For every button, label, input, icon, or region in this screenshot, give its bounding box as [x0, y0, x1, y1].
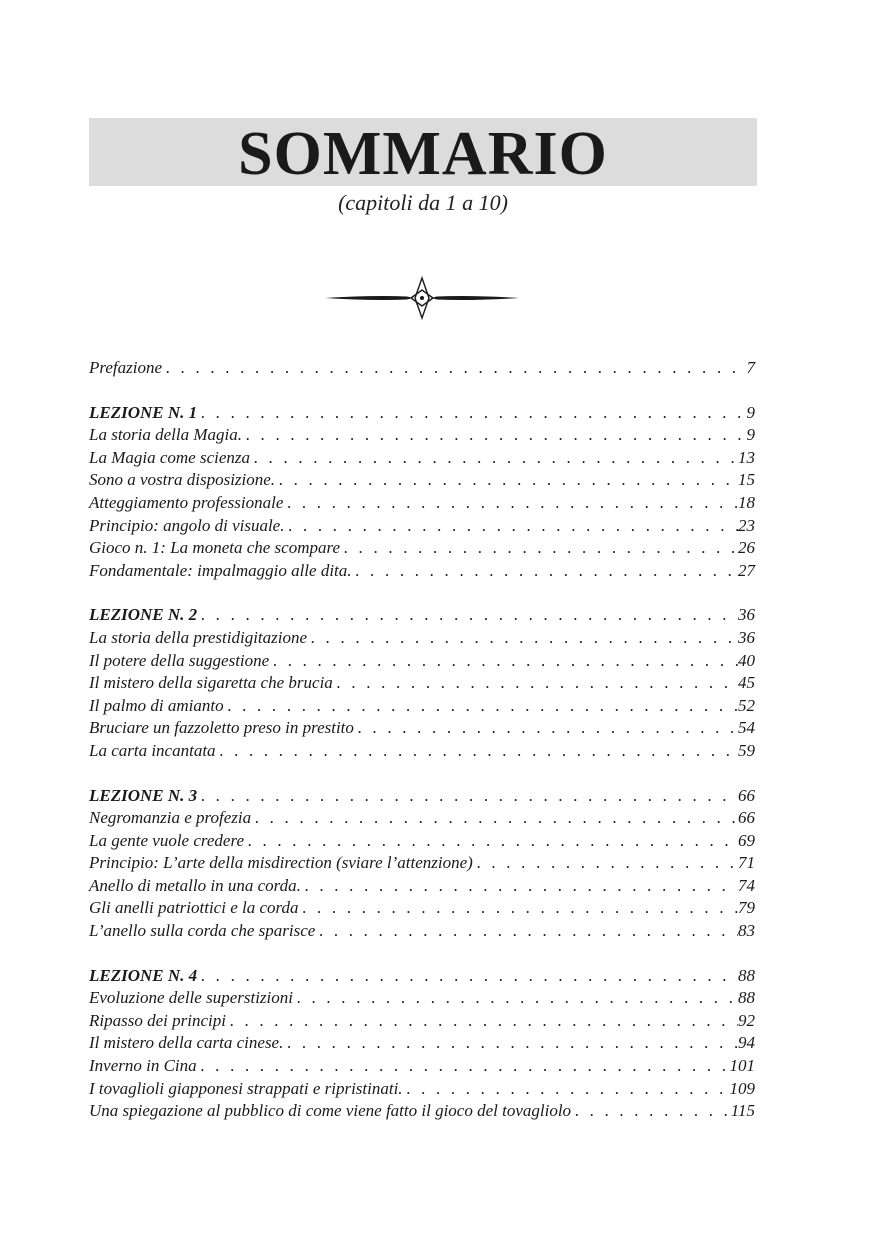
- toc-entry-title: La Magia come scienza: [89, 447, 251, 467]
- toc-page-number: 101: [729, 1056, 755, 1076]
- toc-entry-title: LEZIONE N. 2: [89, 605, 198, 625]
- toc-page-number: 66: [738, 808, 755, 828]
- page-subtitle: (capitoli da 1 a 10): [338, 190, 508, 215]
- toc-page-number: 45: [738, 673, 755, 693]
- toc-entry: [89, 1079, 755, 1102]
- toc-page-number: 23: [738, 515, 755, 535]
- toc-page-number: 15: [738, 470, 755, 490]
- toc-page-number: 40: [738, 650, 755, 670]
- toc-page-number: 13: [738, 447, 755, 467]
- toc-page-number: 79: [738, 898, 755, 918]
- toc-entry-title: Il potere della suggestione: [89, 650, 270, 670]
- toc-lesson-heading: [89, 966, 755, 989]
- toc-entry: [89, 831, 755, 854]
- toc-entry: [89, 1011, 755, 1034]
- toc-entry-title: Il mistero della carta cinese.: [89, 1033, 284, 1053]
- toc-entry: [89, 853, 755, 876]
- toc-lesson-heading: [89, 605, 755, 628]
- toc-entry-title: Gli anelli patriottici e la corda: [89, 898, 299, 918]
- toc-entry: [89, 921, 755, 944]
- table-of-contents: [89, 358, 755, 1124]
- toc-entry: [89, 651, 755, 674]
- toc-dot-leader: [299, 898, 739, 918]
- toc-entry: [89, 1033, 755, 1056]
- toc-entry-title: Il palmo di amianto: [89, 695, 224, 715]
- toc-dot-leader: [315, 921, 738, 941]
- toc-dot-leader: [283, 1033, 738, 1053]
- toc-entry-title: I tovaglioli giapponesi strappati e ripristinati.: [89, 1078, 403, 1098]
- toc-entry-title: La storia della prestidigitazione: [89, 627, 308, 647]
- toc-entry-title: Una spiegazione al pubblico di come viene fatto il gioco del tovagliolo: [89, 1101, 572, 1121]
- toc-lesson-heading: [89, 786, 755, 809]
- toc-lesson-heading: [89, 403, 755, 426]
- toc-page-number: 26: [738, 538, 755, 558]
- toc-dot-leader: [307, 628, 738, 648]
- toc-entry-title: Inverno in Cina: [89, 1056, 197, 1076]
- toc-entry-title: Bruciare un fazzoletto preso in prestito: [89, 718, 354, 738]
- toc-dot-leader: [293, 988, 738, 1008]
- toc-entry-title: L’anello sulla corda che sparisce: [89, 921, 316, 941]
- toc-page-number: 52: [738, 695, 755, 715]
- toc-entry-title: Anello di metallo in una corda.: [89, 875, 301, 895]
- toc-entry: [89, 425, 755, 448]
- toc-entry: [89, 516, 755, 539]
- toc-page-number: 7: [746, 358, 755, 377]
- toc-dot-leader: [244, 831, 738, 851]
- toc-dot-leader: [216, 741, 738, 761]
- toc-entry: [89, 988, 755, 1011]
- toc-entry-title: Evoluzione delle superstizioni: [89, 988, 293, 1008]
- toc-dot-leader: [352, 561, 738, 581]
- toc-dot-leader: [333, 673, 738, 693]
- toc-entry: [89, 358, 755, 381]
- toc-entry-title: LEZIONE N. 4: [89, 965, 198, 985]
- toc-entry-title: La storia della Magia.: [89, 425, 243, 445]
- toc-dot-leader: [275, 470, 738, 490]
- toc-dot-leader: [251, 808, 738, 828]
- toc-page-number: 74: [738, 875, 755, 895]
- toc-entry: [89, 741, 755, 764]
- toc-dot-leader: [242, 425, 746, 445]
- toc-entry: [89, 696, 755, 719]
- toc-entry: [89, 628, 755, 651]
- toc-entry-title: La carta incantata: [89, 740, 216, 760]
- toc-entry: [89, 1056, 755, 1079]
- toc-page-number: 71: [738, 853, 755, 873]
- ornament-divider-icon: [323, 276, 521, 320]
- toc-dot-leader: [197, 966, 738, 986]
- toc-dot-leader: [473, 853, 738, 873]
- toc-page-number: 92: [738, 1010, 755, 1030]
- toc-entry-title: Gioco n. 1: La moneta che scompare: [89, 538, 341, 558]
- toc-page-number: 59: [738, 740, 755, 760]
- toc-entry: [89, 808, 755, 831]
- toc-entry: [89, 538, 755, 561]
- toc-page-number: 36: [738, 605, 755, 625]
- toc-dot-leader: [197, 786, 738, 806]
- toc-page-number: 54: [738, 718, 755, 738]
- toc-dot-leader: [224, 696, 738, 716]
- toc-page-number: 83: [738, 921, 755, 941]
- toc-entry-title: LEZIONE N. 3: [89, 785, 198, 805]
- page-title: SOMMARIO: [238, 120, 608, 188]
- toc-entry-title: Fondamentale: impalmaggio alle dita.: [89, 560, 352, 580]
- toc-entry: [89, 673, 755, 696]
- toc-entry-title: Negromanzia e profezia: [89, 808, 252, 828]
- toc-page-number: 27: [738, 560, 755, 580]
- toc-page-number: 69: [738, 830, 755, 850]
- toc-entry-title: Sono a vostra disposizione.: [89, 470, 276, 490]
- toc-dot-leader: [250, 448, 738, 468]
- toc-dot-leader: [197, 1056, 730, 1076]
- toc-dot-leader: [340, 538, 738, 558]
- toc-entry-title: Principio: angolo di visuale.: [89, 515, 285, 535]
- toc-dot-leader: [403, 1079, 730, 1099]
- toc-entry-title: La gente vuole credere: [89, 830, 244, 850]
- toc-entry: [89, 718, 755, 741]
- toc-page-number: 88: [738, 988, 755, 1008]
- toc-entry-title: Il mistero della sigaretta che brucia: [89, 673, 333, 693]
- toc-page-number: 66: [738, 785, 755, 805]
- toc-page-number: 94: [738, 1033, 755, 1053]
- toc-entry-title: Ripasso dei principi: [89, 1010, 226, 1030]
- toc-page-number: 36: [738, 627, 755, 647]
- toc-page-number: 9: [746, 402, 755, 422]
- title-band: [89, 118, 757, 186]
- toc-dot-leader: [571, 1101, 731, 1121]
- toc-dot-leader: [301, 876, 738, 896]
- toc-entry-title: Prefazione: [89, 358, 163, 377]
- toc-entry: [89, 493, 755, 516]
- toc-dot-leader: [354, 718, 738, 738]
- toc-dot-leader: [226, 1011, 738, 1031]
- toc-entry-title: Atteggiamento professionale: [89, 492, 284, 512]
- toc-page-number: 115: [730, 1101, 755, 1121]
- toc-dot-leader: [197, 403, 746, 423]
- toc-page-number: 109: [729, 1078, 755, 1098]
- toc-dot-leader: [269, 651, 738, 671]
- toc-dot-leader: [283, 493, 738, 513]
- toc-entry-title: Principio: L’arte della misdirection (sviare l’attenzione): [89, 853, 473, 873]
- toc-entry-title: LEZIONE N. 1: [89, 402, 198, 422]
- toc-dot-leader: [162, 358, 746, 378]
- toc-entry: [89, 876, 755, 899]
- toc-entry: [89, 898, 755, 921]
- toc-page-number: 9: [746, 425, 755, 445]
- toc-dot-leader: [284, 516, 738, 536]
- toc-dot-leader: [197, 605, 738, 625]
- toc-entry: [89, 1101, 755, 1124]
- toc-entry: [89, 561, 755, 584]
- toc-entry: [89, 470, 755, 493]
- toc-page-number: 88: [738, 965, 755, 985]
- toc-entry: [89, 448, 755, 471]
- toc-page-number: 18: [738, 492, 755, 512]
